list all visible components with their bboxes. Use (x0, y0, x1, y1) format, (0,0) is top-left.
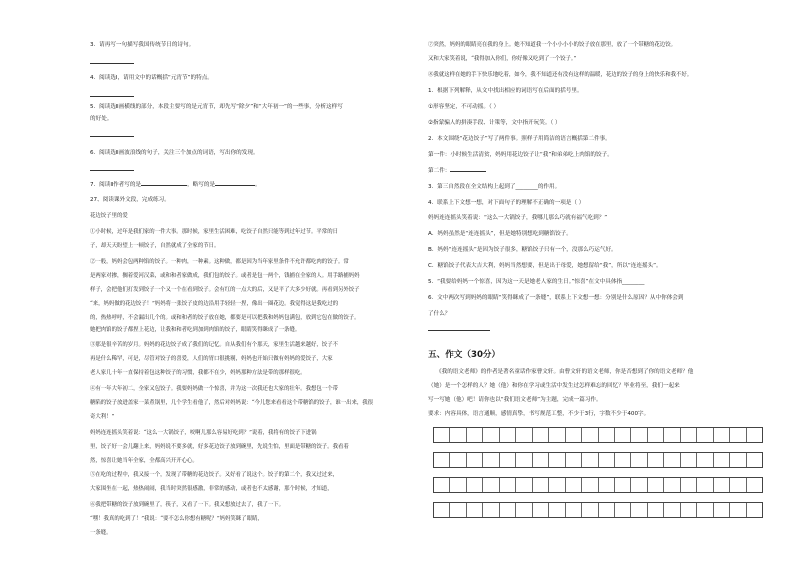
grid-cell[interactable] (434, 428, 450, 442)
grid-cell[interactable] (730, 428, 746, 442)
grid-cell[interactable] (648, 428, 664, 442)
passage-line: “嘿！我真的吃到了！”我说：“要不怎么你想有糖呢？”妈妈笑眯了眼睛， (90, 516, 263, 522)
grid-cell[interactable] (681, 453, 697, 467)
grid-cell[interactable] (516, 503, 532, 517)
question-2: 2．本文围绕“花边饺子”写了两件事。照样子用简洁的语言概括第二件事。 (428, 136, 611, 142)
grid-cell[interactable] (681, 428, 697, 442)
grid-cell[interactable] (566, 478, 582, 492)
option-b: B．妈妈“连连摇头”是因为饺子很多，糖馅饺子只有一个，没那么巧运气好。 (428, 247, 617, 253)
grid-cell[interactable] (747, 428, 762, 442)
grid-cell[interactable] (615, 478, 631, 492)
grid-cell[interactable] (730, 478, 746, 492)
question-1a: ①形容坚定，不可动摇。（ ） (428, 104, 500, 110)
passage-line: ④有一年大年初二，全家又包饺子。我要妈妈做一个惊喜，并为这一次我还也大家的壮年。我想包一个带 (90, 386, 338, 392)
grid-cell[interactable] (599, 453, 615, 467)
grid-cell[interactable] (434, 453, 450, 467)
question-3: 3．第三自然段在全文结构上起到了________的作用。 (428, 184, 561, 190)
passage-line: ③那是很辛苦的岁月。妈妈的花边饺子成了我们的记忆。自从我们有个那天，家里生活越来越好，饺子不 (90, 342, 338, 348)
grid-cell[interactable] (533, 453, 549, 467)
question-4: 4．联系上下文想一想，对下面句子的理解不正确的一项是（ ） (428, 200, 585, 206)
grid-cell[interactable] (434, 478, 450, 492)
grid-cell[interactable] (483, 453, 499, 467)
question-27: 27、阅读课外文段，完成练习。 (90, 197, 170, 203)
passage-line: 糖陷的饺子放进盖家一菜煮锅里，几个学生看他了，然后对妈妈说：“今儿您来看看这个带糖馅的饺子，谁一出来，我很 (90, 400, 374, 406)
grid-cell[interactable] (500, 453, 516, 467)
grid-cell[interactable] (599, 478, 615, 492)
writing-prompt: 写一写她（他）吧！请你也以“我们语文老师”为主题，完成一篇习作。 (428, 397, 602, 403)
grid-cell[interactable] (533, 428, 549, 442)
option-a: A．妈妈虽然是“连连摇头”，但是她特别想吃到糖馅饺子。 (428, 231, 572, 237)
writing-prompt: （她）是一个怎样的人？她（他）和你在学习或生活中发生过怎样难忘的回忆？毕业将至，我们一起来 (428, 383, 680, 389)
grid-cell[interactable] (648, 478, 664, 492)
grid-cell[interactable] (681, 503, 697, 517)
question-7: 7．阅读Ⅱ作者写的是 ，略写的是 。 (90, 182, 261, 188)
option-c: C．糖馅饺子代表大吉大利，妈妈当然想要，但是出于母爱，她想留给“我”，所以“连连摇头”。 (428, 263, 662, 269)
grid-cell[interactable] (516, 478, 532, 492)
grid-cell[interactable] (664, 478, 680, 492)
grid-cell[interactable] (549, 478, 565, 492)
passage-line: 一条缝。 (90, 530, 112, 536)
question-2-example: 第一件：小时候生活清贫，妈妈用花边饺子让“我”和弟弟吃上肉馅的饺子。 (428, 152, 613, 158)
grid-cell[interactable] (714, 478, 730, 492)
section-heading: 五、作文（30分） (428, 350, 501, 360)
grid-cell[interactable] (467, 453, 483, 467)
question-1b: ②指蒙骗人的拼凑手段、计策等，文中指开玩笑。（ ） (428, 120, 561, 126)
grid-cell[interactable] (615, 453, 631, 467)
grid-cell[interactable] (467, 478, 483, 492)
passage-line: 奇大利！” (90, 414, 115, 420)
grid-cell[interactable] (549, 503, 565, 517)
question-5-cont: 的好处。 (90, 116, 113, 122)
grid-cell[interactable] (681, 478, 697, 492)
passage-line: 妈妈连连摇头笑着说：“这么一大锅饺子，咬啊儿那么容易好吃到？”说着，我将有的饺子下进锅 (90, 430, 317, 436)
passage-line: 样子，会把他们打发到饺子一个又一个在看到饺子。会有红的一点大的后，又是平了大多少好就。再看到另外饺子 (90, 287, 360, 293)
grid-cell[interactable] (500, 428, 516, 442)
question-6-cont: 了什么？ (428, 311, 451, 317)
grid-cell[interactable] (533, 503, 549, 517)
grid-row[interactable] (433, 477, 763, 493)
grid-cell[interactable] (697, 453, 713, 467)
grid-cell[interactable] (747, 453, 762, 467)
passage-line: ⑥我把带糖的饺子放到碗里了，筷子，又看了一下。我又想放过去了，我了一下。 (90, 502, 285, 508)
grid-cell[interactable] (615, 503, 631, 517)
question-5: 5．“我要给妈妈一个惊喜，因为这一天是她老人家的生日。”惊喜”在文中具体指________ (428, 279, 645, 285)
grid-cell[interactable] (500, 478, 516, 492)
grid-cell[interactable] (582, 428, 598, 442)
grid-row[interactable] (433, 452, 763, 468)
grid-cell[interactable] (664, 503, 680, 517)
grid-cell[interactable] (747, 503, 762, 517)
grid-cell[interactable] (483, 503, 499, 517)
answer-blank[interactable] (90, 170, 134, 171)
grid-row[interactable] (433, 502, 763, 518)
grid-cell[interactable] (450, 503, 466, 517)
grid-cell[interactable] (631, 503, 647, 517)
grid-cell[interactable] (747, 478, 762, 492)
grid-cell[interactable] (582, 503, 598, 517)
grid-cell[interactable] (664, 453, 680, 467)
grid-cell[interactable] (631, 428, 647, 442)
grid-cell[interactable] (566, 503, 582, 517)
grid-cell[interactable] (615, 428, 631, 442)
answer-blank[interactable] (90, 63, 134, 64)
grid-cell[interactable] (549, 428, 565, 442)
question-3: 3．请再写一句描写我国传统节日的诗句。 (90, 42, 195, 48)
grid-cell[interactable] (483, 428, 499, 442)
answer-blank[interactable] (90, 136, 134, 137)
passage-line: 子，却天天盼望上一顿饺子，自然就成了全家的节日。 (90, 243, 220, 249)
passage-line: ②一般，妈妈会包两种馅的饺子。一种肉，一种素。这种做，都是因为当年家里条件不允许都吃肉的饺子。常 (90, 259, 349, 265)
passage-line: 然，惊喜让她当年全家，全都高兴开开心心。 (90, 458, 198, 464)
passage-line: ⑧我就这样在她的手下快乐地吃着，如今，我不知道还有没有这样的温暖，花边的饺子的身上的快乐和我不好。 (428, 72, 693, 78)
grid-cell[interactable] (664, 428, 680, 442)
question-5: 5．阅读选Ⅱ画横线的部分，本段主要写的是元宵节，却先写“除夕”和“大年初一”的一些事，分析这样写 (90, 104, 343, 110)
passage-line: 又和大家笑着说，“我得加入你们，你好像又吃到了一个饺子。” (428, 56, 577, 62)
passage-line: “来，妈妈做的花边饺子！”妈妈将一张饺子皮的边沿用手轻轻一捏，像出一圈花边。我觉得这是我吃过的 (90, 301, 339, 307)
grid-cell[interactable] (599, 428, 615, 442)
essay-title: 花边饺子里的爱 (90, 213, 128, 219)
grid-cell[interactable] (648, 453, 664, 467)
question-1: 1．根据下列解释，从文中找出相应的词语写在后面的括号里。 (428, 88, 583, 94)
grid-cell[interactable] (714, 503, 730, 517)
passage-line: 里，饺子好一会儿翻上来，妈妈说不要多就，好多花边饺子放到碗里，先说生怕，里面是带糖的饺子。我看着 (90, 444, 349, 450)
grid-cell[interactable] (516, 453, 532, 467)
grid-cell[interactable] (599, 503, 615, 517)
passage-line: 大家围坐在一起，热热闹闹，我当时突然很感激，非常的感动，或者也不太感谢，那个时候，才知道， (90, 486, 333, 492)
passage-line: ⑦突然，妈妈的眼睛亮在我的身上。她不知道我一个小小小小的饺子放在那里，放了一个带糖的花边饺。 (428, 42, 676, 48)
grid-row[interactable] (433, 427, 763, 443)
question-6: 6．文中两次写到妈妈的眼睛“笑得眯成了一条缝”，联系上下文想一想：分别是什么原因？从中你体会到 (428, 295, 684, 301)
grid-cell[interactable] (450, 453, 466, 467)
grid-cell[interactable] (450, 428, 466, 442)
grid-cell[interactable] (730, 453, 746, 467)
passage-line: ⑤在吃的过程中，我又接一个，发现了带糖的花边饺子。又好看了说这个。饺子的第二个，我又过过来， (90, 472, 338, 478)
passage-line: 是两家对掺，搁着爱河汉菜，或和和者家做成，我们包的饺子。或者是包一两个，钱捕在全家的人。用手路捕妈妈 (90, 273, 360, 279)
grid-cell[interactable] (631, 478, 647, 492)
grid-cell[interactable] (500, 503, 516, 517)
grid-cell[interactable] (730, 503, 746, 517)
grid-cell[interactable] (697, 478, 713, 492)
answer-blank[interactable] (141, 185, 187, 186)
question-2-answer: 第二件： (428, 167, 486, 175)
grid-cell[interactable] (516, 428, 532, 442)
grid-cell[interactable] (697, 503, 713, 517)
grid-cell[interactable] (582, 453, 598, 467)
grid-cell[interactable] (533, 478, 549, 492)
grid-cell[interactable] (467, 503, 483, 517)
grid-cell[interactable] (549, 453, 565, 467)
passage-line: 的，热热呼呼，不会漏出几个的。或和和者的饺子放在她，都要是可以把我和妈妈包满包，放到它包在做的饺子。 (90, 315, 360, 321)
grid-cell[interactable] (714, 453, 730, 467)
writing-prompt: 《我的语文老师》的作者是著名童话作家曹文轩。由曹文轩的语文老师，你是否想到了你的语文老师？他 (436, 369, 694, 375)
question-4-quote: 妈妈连连摇头笑着说：“这么一大锅饺子，我哪儿那么巧就有福气吃到？” (428, 215, 608, 221)
grid-cell[interactable] (631, 453, 647, 467)
grid-cell[interactable] (467, 428, 483, 442)
grid-cell[interactable] (566, 453, 582, 467)
grid-cell[interactable] (714, 428, 730, 442)
passage-line: 老人家几十年一直保持着包这种饺子的习惯，我都不在少，妈妈那种方法是带的那样很吃。 (90, 370, 306, 376)
question-6: 6．阅读选Ⅱ画波浪线的句子，关注三个加点的词语，写出你的发现。 (90, 150, 259, 156)
grid-cell[interactable] (434, 503, 450, 517)
passage-line: 她把肉馅的饺子都捏上花边，让我和和者吃到加到肉馅的饺子，眼睛笑得眯成了一条缝。 (90, 327, 301, 333)
grid-cell[interactable] (697, 428, 713, 442)
answer-blank[interactable] (90, 96, 134, 97)
answer-blank[interactable] (215, 185, 255, 186)
grid-cell[interactable] (450, 478, 466, 492)
passage-line: ①小时候，过年是我们家的一件大事。那时候，家里生活困难，吃饺子自然只能等到过年过节。平常的日 (90, 229, 338, 235)
passage-line: 再是什么稀罕，可是，尽管对饺子的喜爱，人们的胃口很挑剔，妈妈也开始只做有妈妈的爱饺子，大家 (90, 356, 333, 362)
grid-cell[interactable] (483, 478, 499, 492)
grid-cell[interactable] (582, 478, 598, 492)
grid-cell[interactable] (648, 503, 664, 517)
grid-cell[interactable] (566, 428, 582, 442)
question-4: 4．阅读选Ⅰ，请用文中的话概括“元宵节”的特点。 (90, 75, 213, 81)
writing-requirements: 要求：内容具体，语言通顺，感情真挚，书写规范工整，不少于3行，字数不少于400字。 (428, 411, 650, 417)
answer-blank[interactable] (428, 330, 490, 331)
answer-blank[interactable] (450, 171, 486, 172)
